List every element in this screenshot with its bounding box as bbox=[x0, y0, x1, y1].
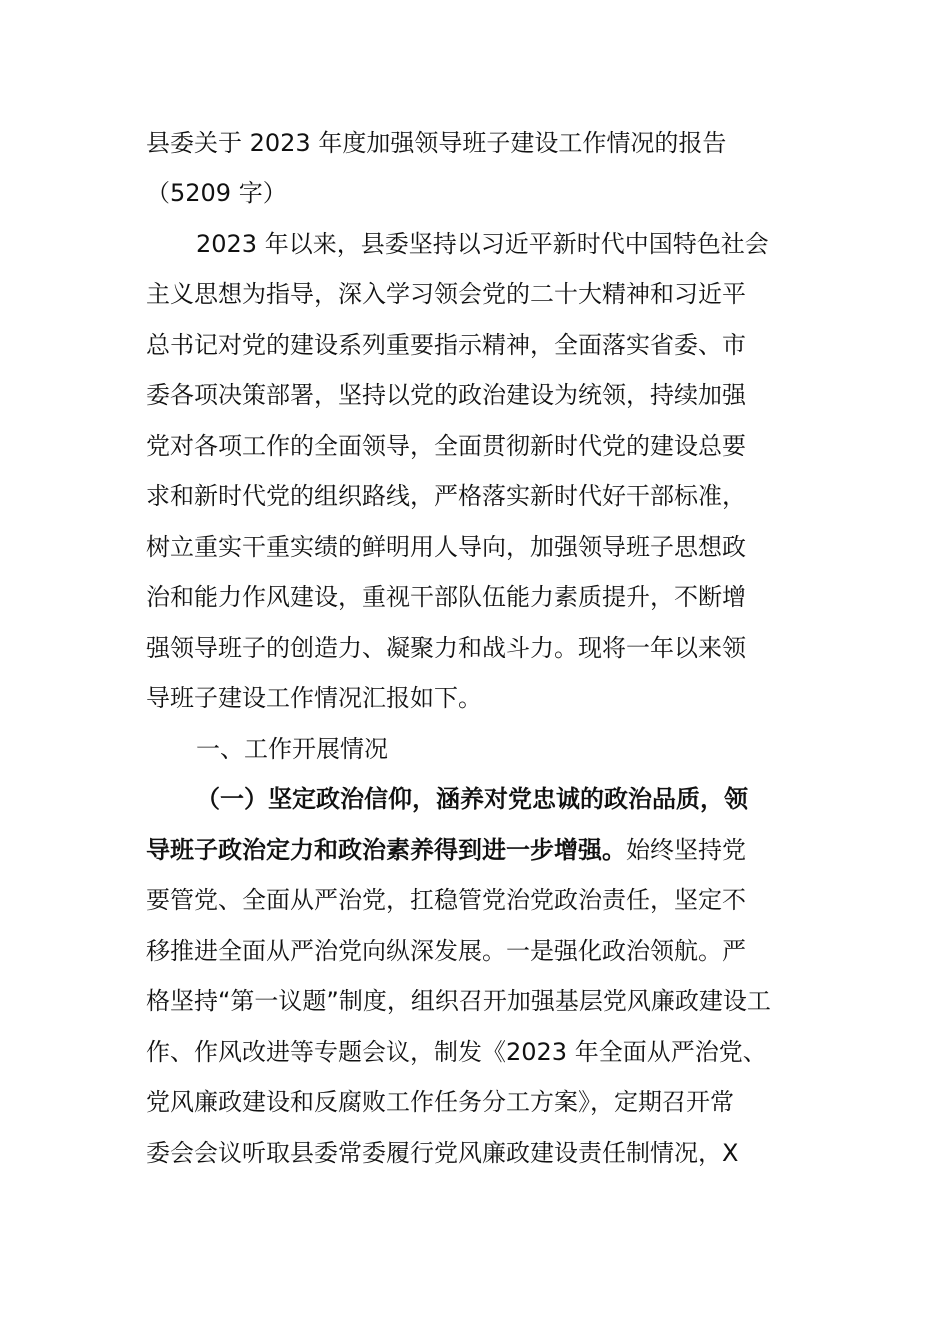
intro-paragraph-line: 求和新时代党的组织路线，严格落实新时代好干部标准， bbox=[146, 482, 746, 510]
intro-paragraph-line: 主义思想为指导，深入学习领会党的二十大精神和习近平 bbox=[146, 280, 746, 308]
subsection-paragraph-line: 党风廉政建设和反腐败工作任务分工方案》，定期召开常 bbox=[146, 1088, 734, 1116]
intro-paragraph-line: 总书记对党的建设系列重要指示精神，全面落实省委、市 bbox=[146, 331, 746, 359]
intro-paragraph-line: 治和能力作风建设，重视干部队伍能力素质提升，不断增 bbox=[146, 583, 746, 611]
subsection-paragraph-line: 移推进全面从严治党向纵深发展。一是强化政治领航。严 bbox=[146, 937, 746, 965]
paragraph-text: 始终坚持党 bbox=[626, 836, 746, 864]
document-title-line-2: （5209 字） bbox=[146, 179, 287, 207]
intro-paragraph-line: 树立重实干重实绩的鲜明用人导向，加强领导班子思想政 bbox=[146, 533, 746, 561]
subsection-heading-end: 导班子政治定力和政治素养得到进一步增强。 bbox=[146, 836, 626, 864]
subsection-paragraph-line: 要管党、全面从严治党，扛稳管党治党政治责任，坚定不 bbox=[146, 886, 746, 914]
section-heading: 一、工作开展情况 bbox=[196, 735, 388, 763]
subsection-paragraph-line bbox=[146, 830, 816, 870]
document-title-line-1: 县委关于 2023 年度加强领导班子建设工作情况的报告 bbox=[146, 129, 727, 157]
intro-paragraph-line: 2023 年以来，县委坚持以习近平新时代中国特色社会 bbox=[196, 230, 769, 258]
subsection-heading-line: （一）坚定政治信仰，涵养对党忠诚的政治品质，领 bbox=[196, 785, 748, 813]
subsection-paragraph-line: 作、作风改进等专题会议，制发《2023 年全面从严治党、 bbox=[146, 1038, 767, 1066]
intro-paragraph-line: 党对各项工作的全面领导，全面贯彻新时代党的建设总要 bbox=[146, 432, 746, 460]
intro-paragraph-line: 强领导班子的创造力、凝聚力和战斗力。现将一年以来领 bbox=[146, 634, 746, 662]
intro-paragraph-line: 委各项决策部署，坚持以党的政治建设为统领，持续加强 bbox=[146, 381, 746, 409]
intro-paragraph-line: 导班子建设工作情况汇报如下。 bbox=[146, 684, 482, 712]
subsection-paragraph-line: 委会会议听取县委常委履行党风廉政建设责任制情况，X bbox=[146, 1139, 739, 1167]
subsection-paragraph-line: 格坚持“第一议题”制度，组织召开加强基层党风廉政建设工 bbox=[146, 987, 771, 1015]
